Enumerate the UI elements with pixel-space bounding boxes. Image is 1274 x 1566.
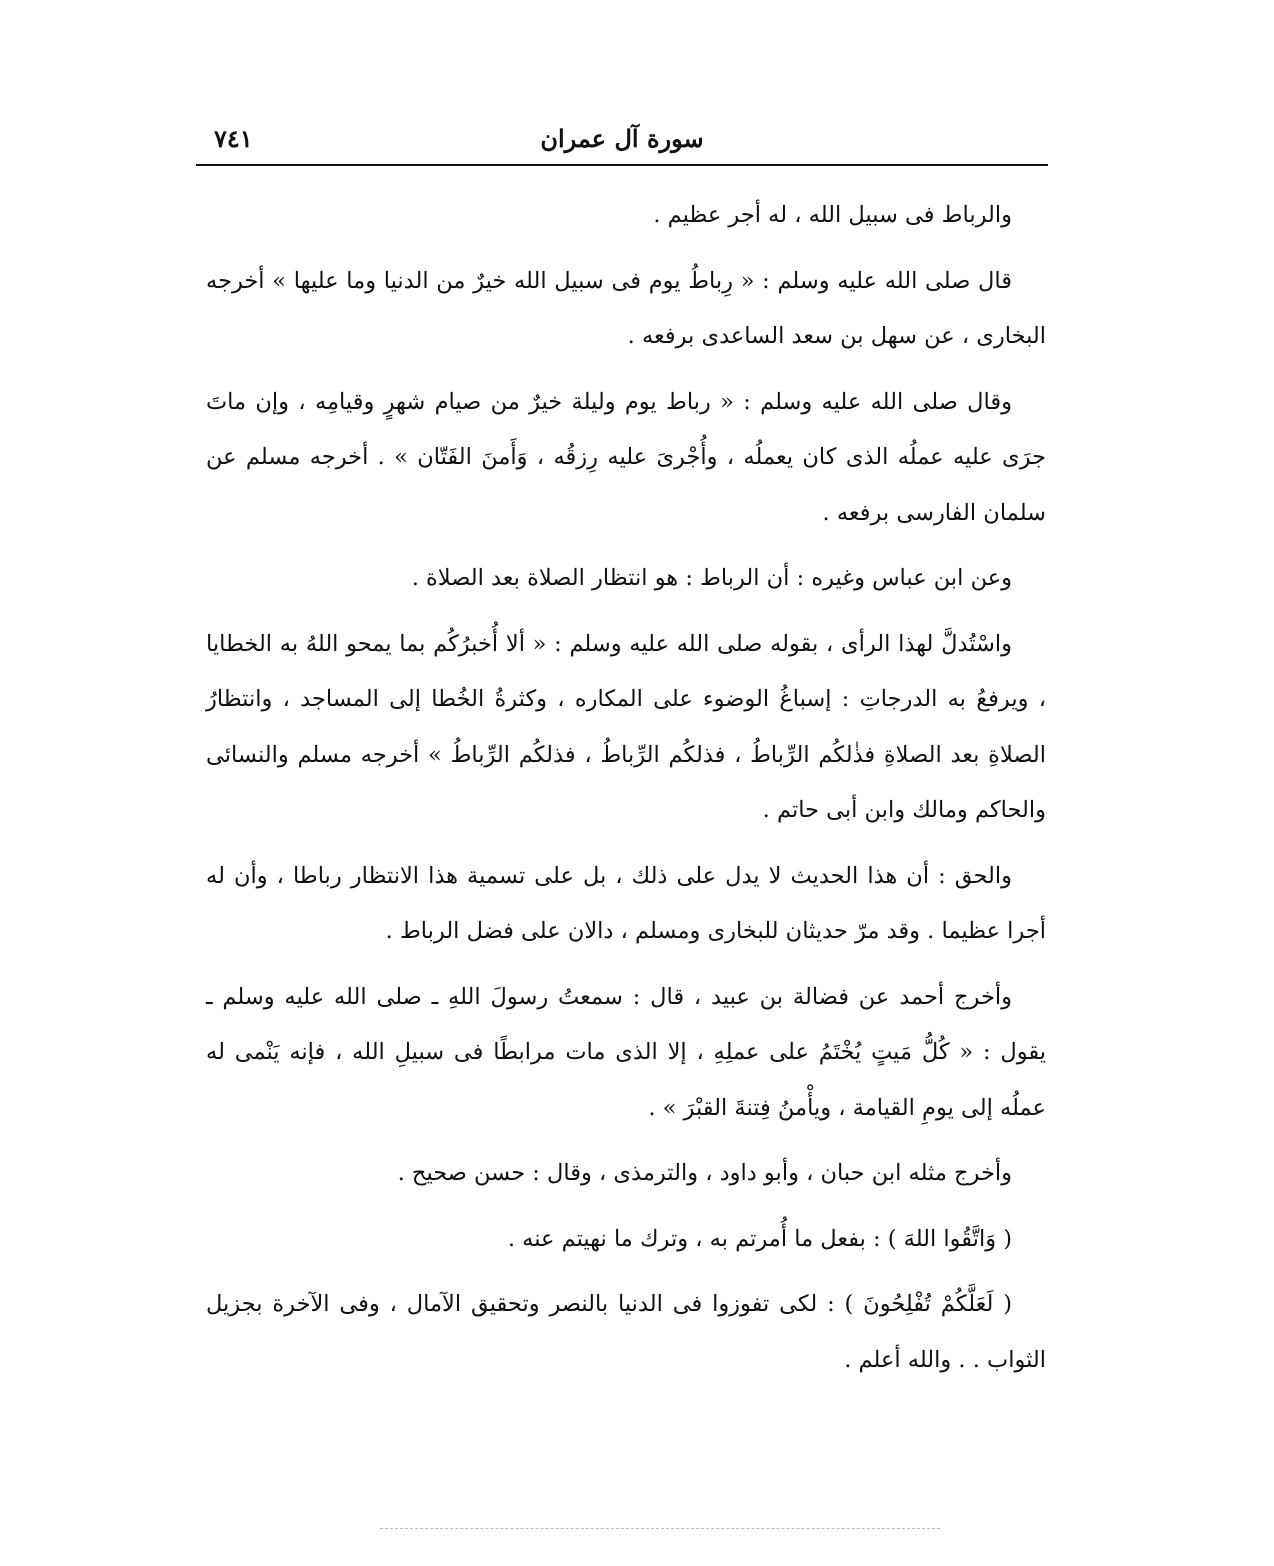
paragraph-8: وأخرج مثله ابن حبان ، وأبو داود ، والترمذى ، وقال : حسن صحيح .: [397, 1160, 1012, 1186]
paragraph-4: وعن ابن عباس وغيره : أن الرباط : هو انتظار الصلاة بعد الصلاة .: [411, 565, 1012, 591]
paragraph-5: واسْتُدلَّ لهذا الرأى ، بقوله صلى الله عليه وسلم : « ألا أُخبرُكُم بما يمحو اللهُ به الخطايا ، ويرفعُ به الدرجاتِ : إسباغُ الوضوء على المكاره ، وكثرةُ الخُطا إلى المساجد ، وانتظارُ الصلاةِ بعد الصلاةِ فذٰلكُم الرِّباطُ ، فذلكُم الرِّباطُ ، فذلكُم الرِّباطُ » أخرجه مسلم والنسائى والحاكم ومالك وابن أبى حاتم .: [206, 630, 1046, 823]
paragraph-1: والرباط فى سبيل الله ، له أجر عظيم .: [653, 202, 1012, 228]
page-body: [206, 188, 1046, 1388]
paragraph-3: وقال صلى الله عليه وسلم : « رباط يوم وليلة خيرٌ من صيام شهرٍ وقيامِه ، وإن ماتَ جرَى عليه عملُه الذى كان يعملُه ، وأُجْرىَ عليه رِزقُه ، وَأَمنَ الفَتّان » . أخرجه مسلم عن سلمان الفارسى برفعه .: [206, 388, 1046, 526]
page-header: [196, 118, 1048, 162]
paragraph-2: قال صلى الله عليه وسلم : « رِباطُ يوم فى سبيل الله خيرٌ من الدنيا وما عليها » أخرجه البخارى ، عن سهل بن سعد الساعدى برفعه .: [206, 267, 1046, 349]
paragraph-9: ( وَاتَّقُوا اللهَ ) : بفعل ما أُمرتم به ، وترك ما نهيتم عنه .: [507, 1225, 1012, 1252]
header-divider: [196, 164, 1048, 166]
bottom-scan-line: [380, 1528, 940, 1529]
paragraph-7: وأخرج أحمد عن فضالة بن عبيد ، قال : سمعتُ رسولَ اللهِ ـ صلى الله عليه وسلم ـ يقول : « كُلُّ مَيتٍ يُخْتَمُ على عملِهِ ، إلا الذى مات مرابطًا فى سبيلِ الله ، فإنه يَنْمى له عملُه إلى يومِ القيامة ، ويأْمنُ فِتنةَ القبْرَ » .: [206, 983, 1046, 1121]
page-number: ٧٤١: [214, 124, 253, 153]
paragraph-6: والحق : أن هذا الحديث لا يدل على ذلك ، بل على تسمية هذا الانتظار رباطا ، وأن له أجرا عظيما . وقد مرّ حديثان للبخارى ومسلم ، دالان على فضل الرباط .: [206, 862, 1046, 944]
paragraph-10: ( لَعَلَّكُمْ تُفْلِحُونَ ) : لكى تفوزوا فى الدنيا بالنصر وتحقيق الآمال ، وفى الآخرة بجزيل الثواب . . والله أعلم .: [206, 1291, 1046, 1373]
surah-title: سورة آل عمران: [540, 124, 704, 153]
